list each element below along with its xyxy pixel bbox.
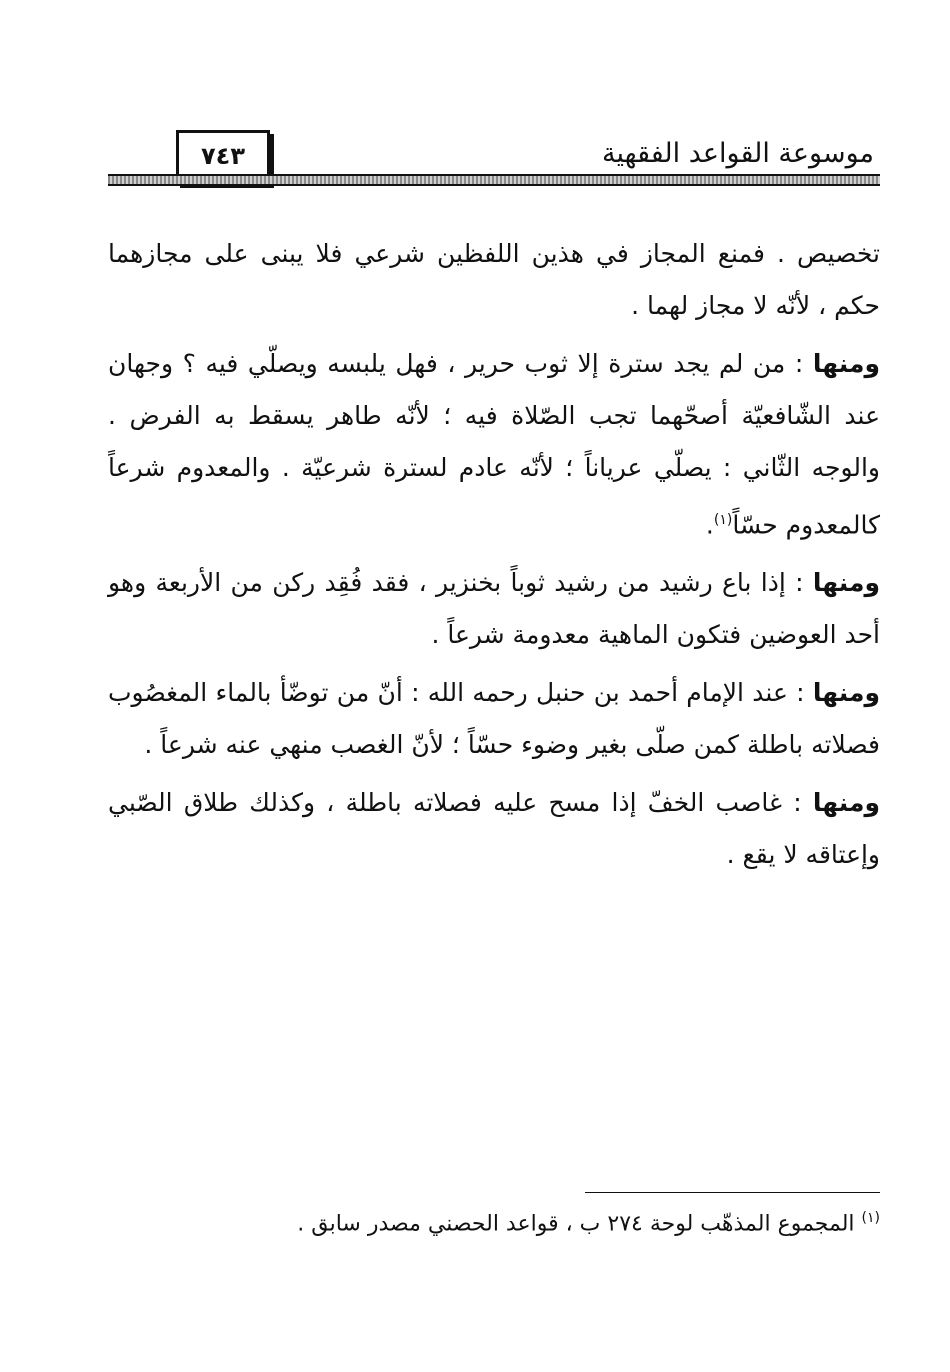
paragraph: ومنها : من لم يجد سترة إلا ثوب حرير ، فهل يلبسه ويصلّي فيه ؟ وجهان عند الشّافعيّة أصحّهما تجب الصّلاة فيه ؛ لأنّه طاهر يسقط به الفرض . والوجه الثّاني : يصلّي عرياناً ؛ لأنّه عادم لسترة شرعيّة . والمعدوم شرعاً كالمعدوم حسّاً$^{(١)}$. <box>108 349 880 540</box>
page-number: ٧٤٣ <box>176 130 270 184</box>
paragraph <box>108 557 880 661</box>
paragraph-text: : غاصب الخفّ إذا مسح عليه فصلاته باطلة ، وكذلك طلاق الصّبي وإعتاقه لا يقع . <box>108 788 880 870</box>
running-title: موسوعة القواعد الفقهية <box>602 138 874 169</box>
page-header <box>108 130 880 182</box>
footnote-marker: (١) <box>861 1210 880 1226</box>
paragraph-lead: ومنها <box>812 678 880 708</box>
footnote <box>297 1210 880 1236</box>
paragraph <box>108 777 880 881</box>
paragraph-lead: ومنها <box>812 568 880 598</box>
paragraph-lead: ومنها <box>812 349 880 378</box>
paragraph-lead: ومنها <box>812 788 880 818</box>
footnote-text: المجموع المذهّب لوحة ٢٧٤ ب ، قواعد الحصني مصدر سابق . <box>297 1211 855 1237</box>
paragraph <box>108 667 880 771</box>
footnote-ref[interactable]: (١) <box>713 512 733 528</box>
paragraph-text: : عند الإمام أحمد بن حنبل رحمه الله : أنّ من توضّأ بالماء المغصُوب فصلاته باطلة كمن صلّى بغير وضوء حسّاً ؛ لأنّ الغصب منهي عنه شرعاً . <box>108 678 880 760</box>
main-text <box>108 228 880 887</box>
header-rule <box>108 174 880 186</box>
paragraph-text: تخصيص . فمنع المجاز في هذين اللفظين شرعي فلا يبنى على مجازهما حكم ، لأنّه لا مجاز لهما . <box>108 239 880 320</box>
paragraph <box>108 228 880 332</box>
footnote-divider <box>585 1192 880 1193</box>
paragraph-text: : من لم يجد سترة إلا ثوب حرير ، فهل يلبسه ويصلّي فيه ؟ وجهان عند الشّافعيّة أصحّهما تجب الصّلاة فيه ؛ لأنّه طاهر يسقط به الفرض . والوجه الثّاني : يصلّي عرياناً ؛ لأنّه عادم لسترة شرعيّة . والمعدوم شرعاً كالمعدوم حسّاً <box>108 349 880 540</box>
paragraph-text: : إذا باع رشيد من رشيد ثوباً بخنزير ، فقد فُقِد ركن من الأربعة وهو أحد العوضين فتكون الماهية معدومة شرعاً . <box>108 568 880 650</box>
